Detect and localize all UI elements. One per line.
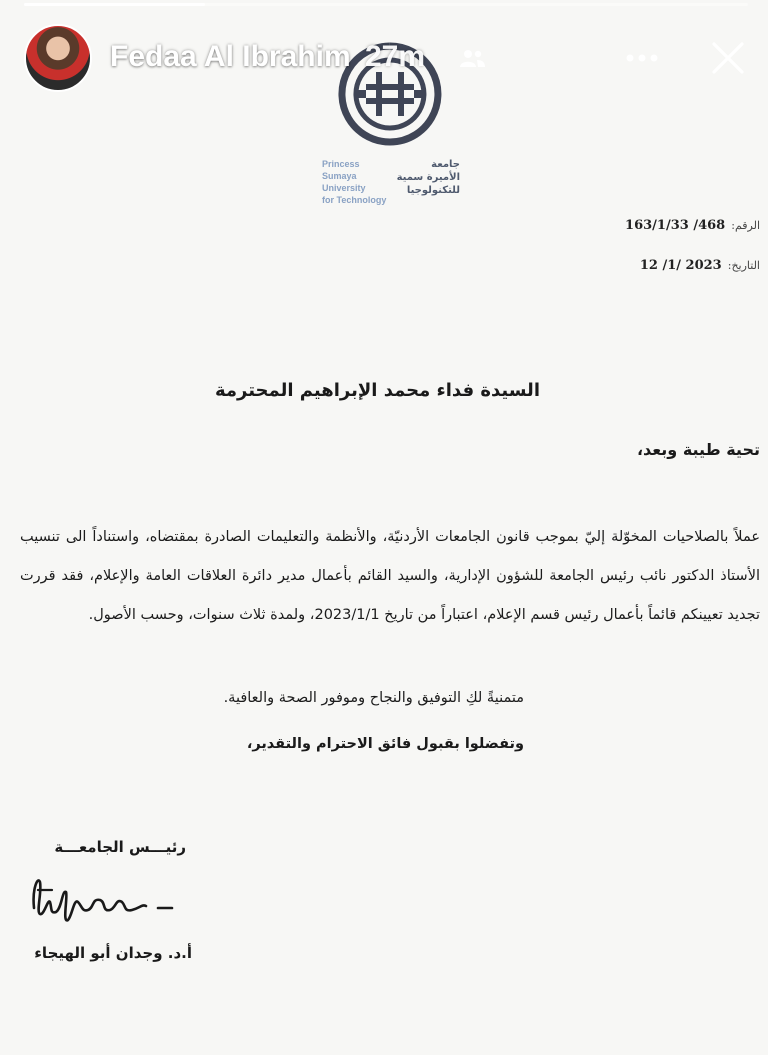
avatar[interactable] [24, 24, 92, 92]
signer-name: أ.د. وجدان أبو الهيجاء [34, 944, 192, 962]
letter-greeting: تحية طيبة وبعد، [636, 440, 760, 459]
date-label: التاريخ: [727, 259, 760, 272]
letter-body: عملاً بالصلاحيات المخوّلة إليّ بموجب قانون الجامعات الأردنيّة، والأنظمة والتعليمات الصادرة بمقتضاه، واستناداً الى تنسيب الأستاذ الدكتور نائب رئيس الجامعة للشؤون الإدارية، والسيد القائم بأعمال مدير دائرة العلاقات العامة والإعلام، فقد قررت تجديد تعيينكم قائماً بأعمال رئيس قسم الإعلام، اعتباراً من تاريخ 2023/1/1، ولمدة ثلاث سنوات، وحسب الأصول. [20, 529, 760, 623]
letter-date [640, 258, 760, 273]
date-value: 12 /1/ 2023 [639, 258, 722, 273]
signature [22, 868, 222, 928]
university-name-en-line: University [322, 183, 366, 193]
close-icon[interactable] [706, 36, 750, 80]
university-name-ar-line: جامعة [431, 159, 460, 170]
more-icon[interactable] [620, 42, 664, 74]
university-name-en-line: for Technology [322, 195, 387, 205]
university-name-ar [390, 158, 460, 197]
university-name-en-line: Princess Sumaya [322, 159, 360, 181]
reference-value: 163/1/33 /468 [625, 218, 726, 233]
letter-wish: متمنيةً لكِ التوفيق والنجاح وموفور الصحة والعافية. [223, 690, 524, 706]
university-name-ar-line: الأميرة سمية [396, 172, 460, 183]
university-name-en [322, 158, 394, 206]
letter-addressee: السيدة فداء محمد الإبراهيم المحترمة [214, 380, 540, 401]
reference-number [625, 218, 760, 233]
story-username[interactable]: Fedaa Al Ibrahim [110, 40, 351, 73]
university-name [322, 158, 460, 204]
signer-title: رئيـــس الجامعـــة [54, 838, 186, 856]
letter-closing: وتفضلوا بقبول فائق الاحترام والتقدير، [246, 736, 524, 752]
university-name-ar-line: للتكنولوجيا [406, 185, 460, 196]
story-header [0, 0, 768, 110]
friends-icon [458, 48, 486, 68]
reference-label: الرقم: [731, 219, 760, 232]
story-timestamp: 27m [365, 40, 426, 73]
